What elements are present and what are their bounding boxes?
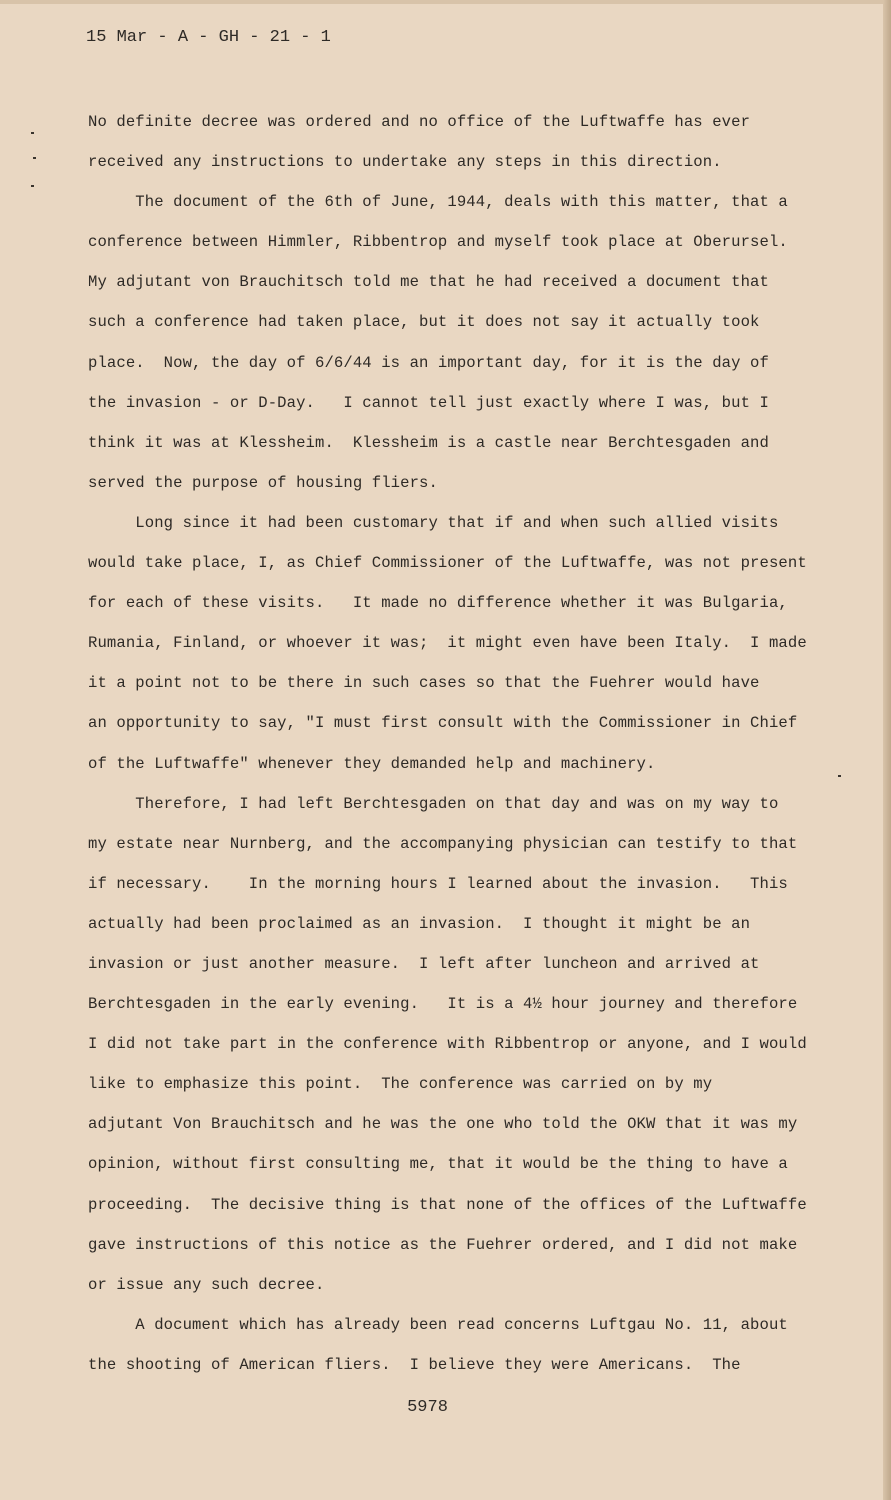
text-line: an opportunity to say, "I must first consult with the Commissioner in Chief	[88, 714, 798, 733]
text-line: opinion, without first consulting me, that it would be the thing to have a	[88, 1155, 788, 1174]
margin-mark	[31, 185, 34, 187]
text-line: like to emphasize this point. The conference was carried on by my	[88, 1075, 713, 1094]
text-line: actually had been proclaimed as an invasion. I thought it might be an	[88, 914, 751, 933]
text-line: the shooting of American fliers. I believe they were Americans. The	[88, 1355, 741, 1374]
text-line: received any instructions to undertake any steps in this direction.	[88, 153, 722, 172]
text-line: No definite decree was ordered and no office of the Luftwaffe has ever	[88, 113, 751, 131]
text-line: Rumania, Finland, or whoever it was; it might even have been Italy. I made	[88, 634, 807, 653]
document-body	[88, 102, 828, 1385]
text-line: invasion or just another measure. I left after luncheon and arrived at	[88, 954, 760, 973]
text-line: The document of the 6th of June, 1944, deals with this matter, that a	[88, 193, 788, 212]
paper-right-edge	[883, 0, 891, 1500]
text-line: it a point not to be there in such cases so that the Fuehrer would have	[88, 674, 760, 693]
text-line: my estate near Nurnberg, and the accompanying physician can testify to that	[88, 834, 798, 853]
text-line: served the purpose of housing fliers.	[88, 473, 438, 492]
text-line: of the Luftwaffe" whenever they demanded help and machinery.	[88, 754, 656, 773]
text-line: Long since it had been customary that if and when such allied visits	[88, 513, 779, 532]
text-line: My adjutant von Brauchitsch told me that he had received a document that	[88, 273, 769, 292]
text-line: the invasion - or D-Day. I cannot tell just exactly where I was, but I	[88, 393, 769, 412]
text-line: Therefore, I had left Berchtesgaden on that day and was on my way to	[88, 794, 779, 813]
text-line: place. Now, the day of 6/6/44 is an important day, for it is the day of	[88, 353, 769, 372]
text-line: conference between Himmler, Ribbentrop and myself took place at Oberursel.	[88, 233, 788, 252]
text-line: I did not take part in the conference with Ribbentrop or anyone, and I would	[88, 1035, 807, 1054]
text-line: proceeding. The decisive thing is that none of the offices of the Luftwaffe	[88, 1195, 807, 1214]
document-header: 15 Mar - A - GH - 21 - 1	[86, 28, 331, 47]
text-line: such a conference had taken place, but it does not say it actually took	[88, 313, 760, 332]
text-line: for each of these visits. It made no difference whether it was Bulgaria,	[88, 594, 788, 613]
text-line: think it was at Klessheim. Klessheim is a castle near Berchtesgaden and	[88, 433, 769, 452]
text-line: would take place, I, as Chief Commissioner of the Luftwaffe, was not present	[88, 554, 807, 573]
margin-mark	[31, 132, 34, 134]
text-line: Berchtesgaden in the early evening. It is a 4½ hour journey and therefore	[88, 995, 798, 1014]
text-line: gave instructions of this notice as the Fuehrer ordered, and I did not make	[88, 1235, 798, 1254]
margin-mark	[838, 775, 841, 777]
text-line: or issue any such decree.	[88, 1275, 325, 1294]
text-line: A document which has already been read concerns Luftgau No. 11, about	[88, 1315, 788, 1334]
paper-top-edge	[0, 0, 891, 4]
page-number	[0, 1398, 891, 1417]
margin-mark	[33, 157, 36, 159]
text-line: adjutant Von Brauchitsch and he was the one who told the OKW that it was my	[88, 1115, 798, 1134]
page-number-text: 5978	[407, 1398, 448, 1417]
text-line: if necessary. In the morning hours I learned about the invasion. This	[88, 874, 788, 893]
